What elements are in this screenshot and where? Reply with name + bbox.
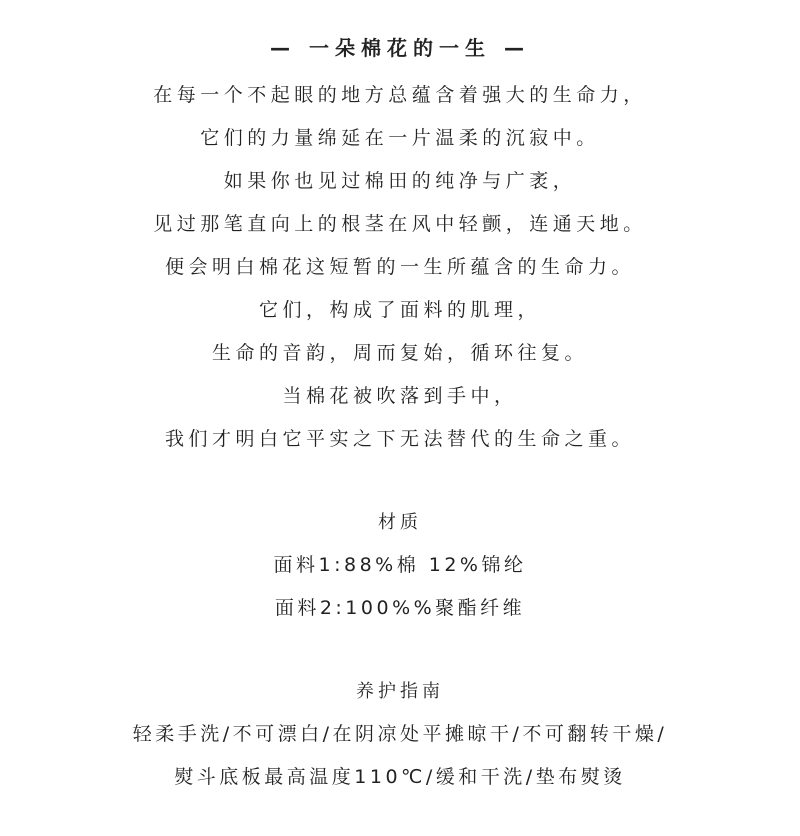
story-paragraph — [0, 74, 800, 461]
story-line-3: 如果你也见过棉田的纯净与广袤， — [223, 170, 577, 192]
story-line-8: 当棉花被吹落到手中， — [282, 385, 518, 407]
care-line-1: 轻柔手洗/不可漂白/在阴凉处平摊晾干/不可翻转干燥/ — [132, 723, 668, 745]
story-line-6: 它们，构成了面料的肌理， — [258, 299, 541, 321]
story-line-5: 便会明白棉花这短暂的一生所蕴含的生命力。 — [164, 256, 635, 278]
story-line-1: 在每一个不起眼的地方总蕴含着强大的生命力， — [153, 84, 647, 106]
material-heading: 材质 — [378, 512, 422, 533]
page-title: — 一朵棉花的一生 — — [270, 36, 530, 60]
story-line-7: 生命的音韵，周而复始，循环往复。 — [211, 342, 588, 364]
story-line-2: 它们的力量绵延在一片温柔的沉寂中。 — [200, 127, 600, 149]
story-line-4: 见过那笔直向上的根茎在风中轻颤，连通天地。 — [153, 213, 647, 235]
material-line-1: 面料1:88%棉 12%锦纶 — [273, 554, 527, 576]
material-section — [0, 501, 800, 630]
story-line-9: 我们才明白它平实之下无法替代的生命之重。 — [164, 428, 635, 450]
care-line-2: 熨斗底板最高温度110℃/缓和干洗/垫布熨烫 — [174, 766, 626, 788]
care-heading: 养护指南 — [356, 681, 444, 702]
care-section — [0, 670, 800, 799]
material-line-2: 面料2:100%%聚酯纤维 — [274, 597, 526, 619]
